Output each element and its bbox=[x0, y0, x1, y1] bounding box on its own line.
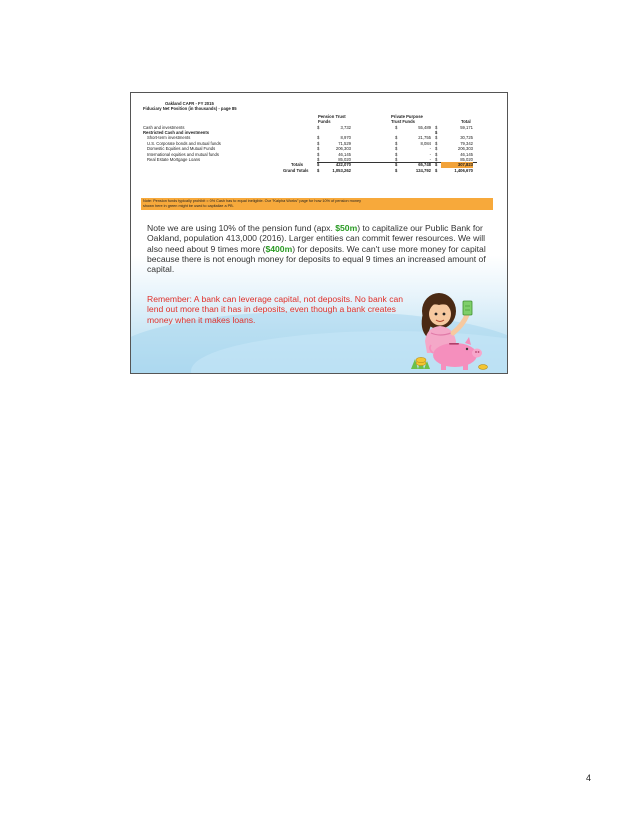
header-private: Private Purpose bbox=[391, 113, 423, 119]
header-pension-sub: Funds bbox=[318, 119, 331, 125]
row-label: Totals bbox=[291, 162, 304, 168]
table-body bbox=[143, 135, 495, 162]
table-title: Oakland CAFR - FY 2015 bbox=[165, 101, 214, 106]
cell-value: 85,020 bbox=[460, 156, 473, 162]
dollar-sign: $ bbox=[317, 124, 320, 130]
grand-totals-row bbox=[143, 168, 495, 173]
cell-value: 206,303 bbox=[335, 146, 351, 152]
dollar-sign: $ bbox=[435, 151, 438, 157]
note-bar bbox=[141, 198, 493, 210]
highlighted-total: 307,823 bbox=[441, 162, 473, 167]
cell-value: 8,084 bbox=[420, 140, 431, 146]
cell-value: 59,171 bbox=[460, 124, 473, 130]
highlight-400m: $400m bbox=[265, 243, 293, 254]
dollar-sign: $ bbox=[395, 135, 398, 141]
cell-value: 8,970 bbox=[340, 135, 351, 141]
explanation-paragraph bbox=[147, 223, 492, 274]
para-text: ) for deposits. We can't use more money for capital because there is not enough money for deposits to equal 9 times an increased amount of capital. bbox=[147, 243, 486, 275]
cell-value: 30,725 bbox=[460, 135, 473, 141]
header-pension: Pension Trust bbox=[318, 113, 346, 119]
dollar-sign: $ bbox=[317, 162, 320, 168]
dollar-sign: $ bbox=[317, 140, 320, 146]
table-subtitle: Fiduciary Net Position (in thousands) - page 85 bbox=[143, 106, 237, 112]
dollar-sign: $ bbox=[317, 151, 320, 157]
row-label: Short-term investments bbox=[147, 135, 191, 141]
note-line: shown here in green might be used to capitalize a PB. bbox=[143, 203, 234, 208]
para-text: ) to capitalize our Public Bank for Oakland, population 413,000 (2016). Larger entities can commit fewer resources. We will also need about 9 times more ( bbox=[147, 223, 486, 254]
girl-with-piggy-bank-illustration bbox=[409, 289, 491, 373]
row-label: Domestic Equities and Mutual Funds bbox=[147, 146, 216, 152]
cell-value: - bbox=[429, 156, 431, 162]
cell-value: 46,145 bbox=[338, 151, 351, 157]
row-label: International equities and mutual funds bbox=[147, 151, 219, 157]
slide bbox=[130, 92, 508, 374]
dollar-sign: $ bbox=[317, 167, 320, 173]
note-line: Note: Pension funds typically prohibit = 0% Cash has to equal ineligible. Our "Kalpha Works" page for how 10% of pension money bbox=[143, 199, 362, 203]
row-label: Grand Totals bbox=[283, 167, 309, 173]
cell-value: 3,732 bbox=[340, 124, 351, 130]
dollar-sign: $ bbox=[317, 146, 320, 152]
page-number: 4 bbox=[586, 773, 592, 783]
cell-value: 71,529 bbox=[338, 140, 351, 146]
header-total: Total bbox=[461, 119, 471, 125]
cell-value: 21,755 bbox=[418, 135, 431, 141]
cell-value: 422,070 bbox=[335, 162, 351, 168]
remember-paragraph: Remember: A bank can leverage capital, not deposits. No bank can lend out more than it has in deposits, even though a bank creates money when it makes loans. bbox=[147, 294, 404, 325]
header-private-sub: Trust Funds bbox=[391, 119, 415, 125]
dollar-sign: $ bbox=[395, 167, 398, 173]
dollar-sign: $ bbox=[435, 135, 438, 141]
cell-value: 79,342 bbox=[460, 140, 473, 146]
highlight-50m: $50m bbox=[335, 223, 358, 233]
cell-value: 65,748 bbox=[418, 162, 431, 168]
cell-value: 124,792 bbox=[415, 167, 431, 173]
cell-value: 85,020 bbox=[338, 156, 351, 162]
cell-value: 55,489 bbox=[418, 124, 431, 130]
dollar-sign: $ bbox=[435, 129, 438, 135]
cell-value: - bbox=[429, 146, 431, 152]
dollar-sign: $ bbox=[395, 162, 398, 168]
dollar-sign: $ bbox=[435, 140, 438, 146]
dollar-sign: $ bbox=[395, 124, 398, 130]
cell-value: 46,145 bbox=[460, 151, 473, 157]
section-label: Restricted Cash and investments bbox=[143, 129, 210, 135]
dollar-sign: $ bbox=[395, 146, 398, 152]
dollar-sign: $ bbox=[395, 156, 398, 162]
para-text: Note we are using 10% of the pension fund (apx. bbox=[147, 223, 336, 233]
cell-value: 1,053,262 bbox=[332, 167, 351, 173]
row-label: U.S. Corporate bonds and mutual funds bbox=[147, 140, 221, 146]
row-label: Real Estate Mortgage Loans bbox=[147, 156, 201, 162]
dollar-sign: $ bbox=[317, 156, 320, 162]
dollar-sign: $ bbox=[435, 156, 438, 162]
cell-value: 1,406,670 bbox=[454, 167, 473, 173]
dollar-sign: $ bbox=[435, 162, 438, 168]
fiduciary-table bbox=[143, 101, 495, 173]
row-label: Cash and investments bbox=[143, 124, 185, 130]
dollar-sign: $ bbox=[317, 135, 320, 141]
dollar-sign: $ bbox=[435, 124, 438, 130]
dollar-sign: $ bbox=[435, 167, 438, 173]
dollar-sign: $ bbox=[395, 140, 398, 146]
dollar-sign: $ bbox=[395, 151, 398, 157]
cell-value: - bbox=[429, 151, 431, 157]
cell-value: 206,303 bbox=[457, 146, 473, 152]
dollar-sign: $ bbox=[435, 146, 438, 152]
